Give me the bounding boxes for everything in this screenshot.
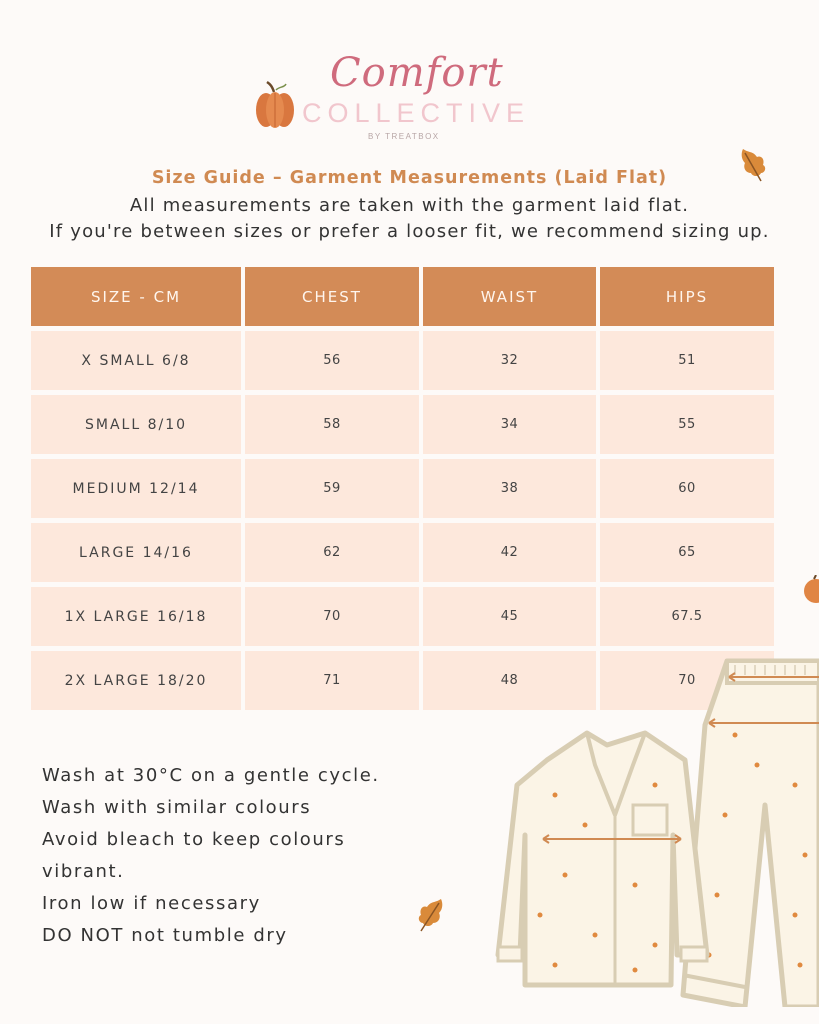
column-header-waist: WAIST	[423, 267, 596, 326]
table-cell-hips: 60	[600, 459, 774, 518]
subtitle-line-1: All measurements are taken with the garment laid flat.	[129, 195, 690, 216]
column-header-hips: HIPS	[600, 267, 774, 326]
column-header-chest: CHEST	[245, 267, 419, 326]
brand-subtitle: COLLECTIVE	[302, 98, 531, 128]
column-header-size: SIZE - CM	[31, 267, 241, 326]
table-cell-chest: 59	[245, 459, 419, 518]
care-instructions	[42, 760, 380, 952]
table-cell-waist: 34	[423, 395, 596, 454]
table-cell-hips: 67.5	[600, 587, 774, 646]
table-cell-size: LARGE 14/16	[31, 523, 241, 582]
table-cell-waist: 45	[423, 587, 596, 646]
shirt-illustration	[498, 733, 707, 985]
table-cell-waist: 42	[423, 523, 596, 582]
table-cell-waist: 48	[423, 651, 596, 710]
size-table	[31, 267, 774, 710]
table-cell-size: 1X LARGE 16/18	[31, 587, 241, 646]
care-item: Wash with similar colours	[42, 797, 312, 818]
table-cell-hips: 55	[600, 395, 774, 454]
table-cell-hips: 51	[600, 331, 774, 390]
table-cell-size: X SMALL 6/8	[31, 331, 241, 390]
brand-script: Comfort	[330, 50, 504, 96]
table-cell-chest: 56	[245, 331, 419, 390]
pumpkin-icon	[254, 80, 296, 132]
table-cell-waist: 38	[423, 459, 596, 518]
page-title: Size Guide – Garment Measurements (Laid Flat)	[151, 168, 668, 188]
table-cell-chest: 71	[245, 651, 419, 710]
care-item: DO NOT not tumble dry	[42, 925, 288, 946]
table-cell-chest: 58	[245, 395, 419, 454]
table-cell-size: SMALL 8/10	[31, 395, 241, 454]
care-item: vibrant.	[42, 861, 125, 882]
table-cell-size: 2X LARGE 18/20	[31, 651, 241, 710]
table-cell-hips: 65	[600, 523, 774, 582]
care-item: Wash at 30°C on a gentle cycle.	[42, 765, 380, 786]
pyjama-illustration	[495, 655, 819, 1007]
autumn-leaf-icon	[415, 895, 449, 935]
brand-logo	[250, 50, 530, 150]
pumpkin-icon	[802, 575, 819, 605]
brand-by-line: BY TREATBOX	[368, 132, 440, 141]
table-cell-hips: 70	[600, 651, 774, 710]
subtitle-line-2: If you're between sizes or prefer a looser fit, we recommend sizing up.	[49, 221, 770, 242]
care-item: Iron low if necessary	[42, 893, 261, 914]
table-cell-chest: 70	[245, 587, 419, 646]
table-cell-size: MEDIUM 12/14	[31, 459, 241, 518]
table-cell-chest: 62	[245, 523, 419, 582]
care-item: Avoid bleach to keep colours	[42, 829, 346, 850]
table-cell-waist: 32	[423, 331, 596, 390]
